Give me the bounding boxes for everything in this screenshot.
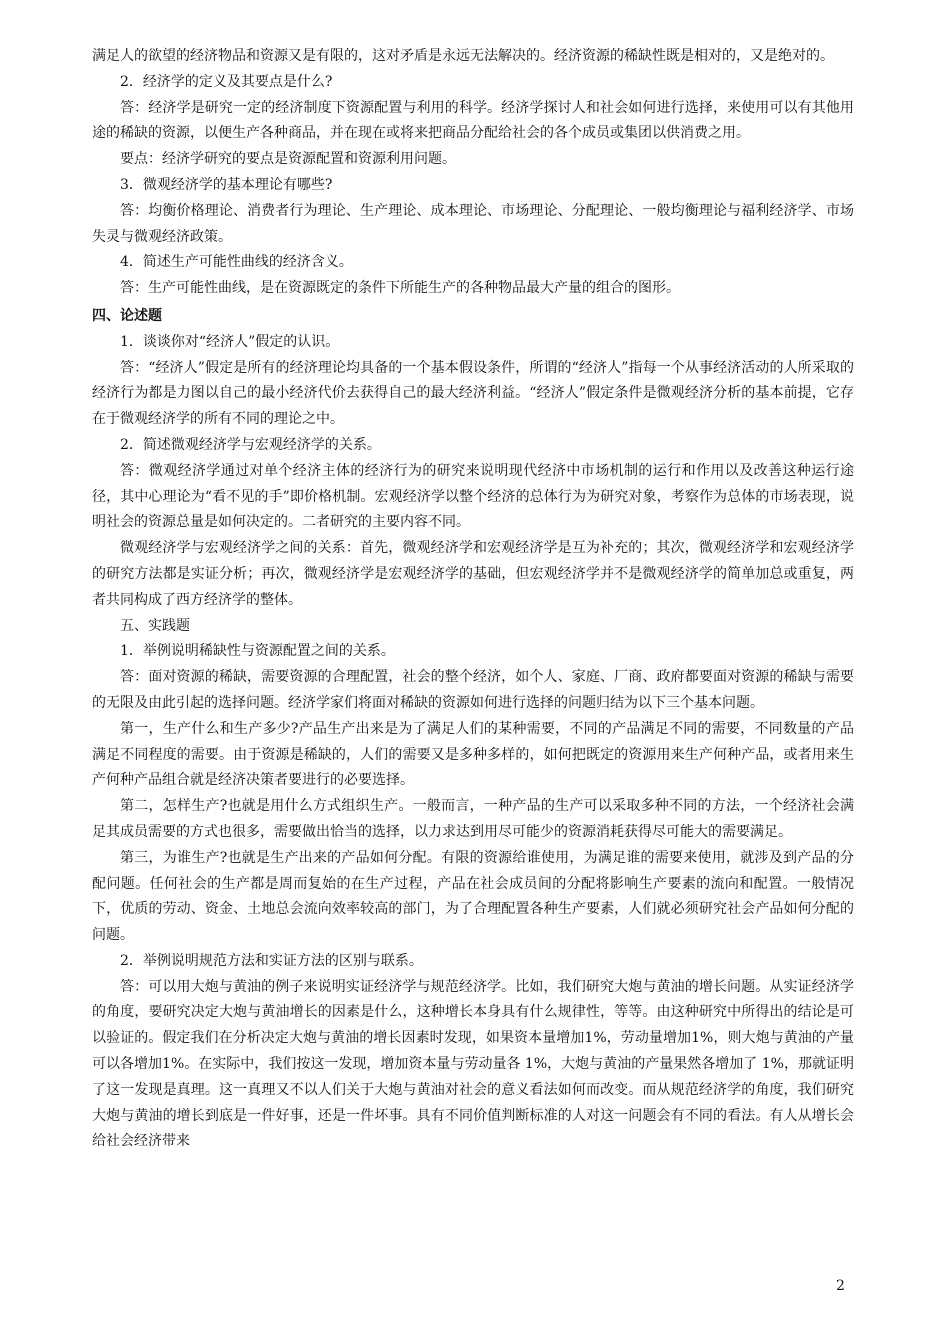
question-heading: 2．经济学的定义及其要点是什么? [120,73,333,90]
question-heading: 2．简述微观经济学与宏观经济学的关系。 [120,436,381,453]
answer-paragraph: 答：经济学是研究一定的经济制度下资源配置与利用的科学。经济学探讨人和社会如何进行选择，来使用可以有其他用途的稀缺的资源，以便生产各种商品，并在现在或将来把商品分配给社会的各个成员或集团以供消费之用。 [92,99,854,142]
answer-paragraph: 答：“经济人”假定是所有的经济理论均具备的一个基本假设条件，所谓的“经济人”指每一个从事经济活动的人所采取的经济行为都是力图以自己的最小经济代价去获得自己的最大经济利益。“经济人”假定条件是微观经济分析的基本前提，它存在于微观经济学的所有不同的理论之中。 [92,359,854,428]
question-heading: 2．举例说明规范方法和实证方法的区别与联系。 [120,952,423,969]
answer-paragraph: 答：均衡价格理论、消费者行为理论、生产理论、成本理论、市场理论、分配理论、一般均衡理论与福利经济学、市场失灵与微观经济政策。 [92,202,854,245]
answer-paragraph: 第一，生产什么和生产多少?产品生产出来是为了满足人们的某种需要，不同的产品满足不同的需要，不同数量的产品满足不同程度的需要。由于资源是稀缺的，人们的需要又是多种多样的，如何把既定的资源用来生产何种产品，或者用来生产何种产品组合就是经济决策者要进行的必要选择。 [92,720,854,789]
answer-paragraph: 答：微观经济学通过对单个经济主体的经济行为的研究来说明现代经济中市场机制的运行和作用以及改善这种运行途径，其中心理论为“看不见的手”即价格机制。宏观经济学以整个经济的总体行为为研究对象，考察作为总体的市场表现，说明社会的资源总量是如何决定的。二者研究的主要内容不同。 [92,462,854,531]
page-number: 2 [836,1278,845,1294]
question-heading: 1．举例说明稀缺性与资源配置之间的关系。 [120,643,395,660]
section-heading: 五、实践题 [120,617,190,634]
question-heading: 3．微观经济学的基本理论有哪些? [120,176,333,193]
paragraph: 满足人的欲望的经济物品和资源又是有限的，这对矛盾是永远无法解决的。经济资源的稀缺性既是相对的，又是绝对的。 [92,48,834,64]
answer-paragraph: 答：面对资源的稀缺，需要资源的合理配置，社会的整个经济，如个人、家庭、厂商、政府都要面对资源的稀缺与需要的无限及由此引起的选择问题。经济学家们将面对稀缺的资源如何进行选择的问题归结为以下三个基本问题。 [92,669,854,711]
answer-paragraph: 微观经济学与宏观经济学之间的关系：首先，微观经济学和宏观经济学是互为补充的；其次，微观经济学和宏观经济学的研究方法都是实证分析；再次，微观经济学是宏观经济学的基础，但宏观经济学并不是微观经济学的简单加总或重复，两者共同构成了西方经济学的整体。 [92,540,854,608]
page-body [92,44,854,1155]
answer-paragraph: 答：生产可能性曲线，是在资源既定的条件下所能生产的各种物品最大产量的组合的图形。 [120,280,680,297]
answer-paragraph: 答：可以用大炮与黄油的例子来说明实证经济学与规范经济学。比如，我们研究大炮与黄油的增长问题。从实证经济学的角度，要研究决定大炮与黄油增长的因素是什么，这种增长本身具有什么规律性，等等。由这种研究中所得出的结论是可以验证的。假定我们在分析决定大炮与黄油的增长因素时发现，如果资本量增加1%，劳动量增加1%，则大炮与黄油的产量可以各增加1%。在实际中，我们按这一发现，增加资本量与劳动量各 1%，大炮与黄油的产量果然各增加了 1%，那就证明了这一发现是真理。这一真理又不以人们关于大炮与黄油对社会的意义看法如何而改变。而从规范经济学的角度，我们研究大炮与黄油的增长到底是一件好事，还是一件坏事。具有不同价值判断标准的人对这一问题会有不同的看法。有人从增长会给社会经济带来 [92,978,854,1150]
question-heading: 1．谈谈你对“经济人”假定的认识。 [120,333,340,350]
question-heading: 4．简述生产可能性曲线的经济含义。 [120,254,353,271]
answer-paragraph: 第三，为谁生产?也就是生产出来的产品如何分配。有限的资源给谁使用，为满足谁的需要来使用，就涉及到产品的分配问题。任何社会的生产都是周而复始的在生产过程，产品在社会成员间的分配将影响生产要素的流向和配置。一般情况下，优质的劳动、资金、土地总会流向效率较高的部门，为了合理配置各种生产要素，人们就必须研究社会产品如何分配的问题。 [92,849,854,944]
section-heading: 四、论述题 [92,307,162,324]
answer-paragraph: 第二，怎样生产?也就是用什么方式组织生产。一般而言，一种产品的生产可以采取多种不同的方法，一个经济社会满足其成员需要的方式也很多，需要做出恰当的选择，以力求达到用尽可能少的资源消耗获得尽可能大的需要满足。 [92,798,854,840]
answer-paragraph: 要点：经济学研究的要点是资源配置和资源利用问题。 [120,151,456,168]
